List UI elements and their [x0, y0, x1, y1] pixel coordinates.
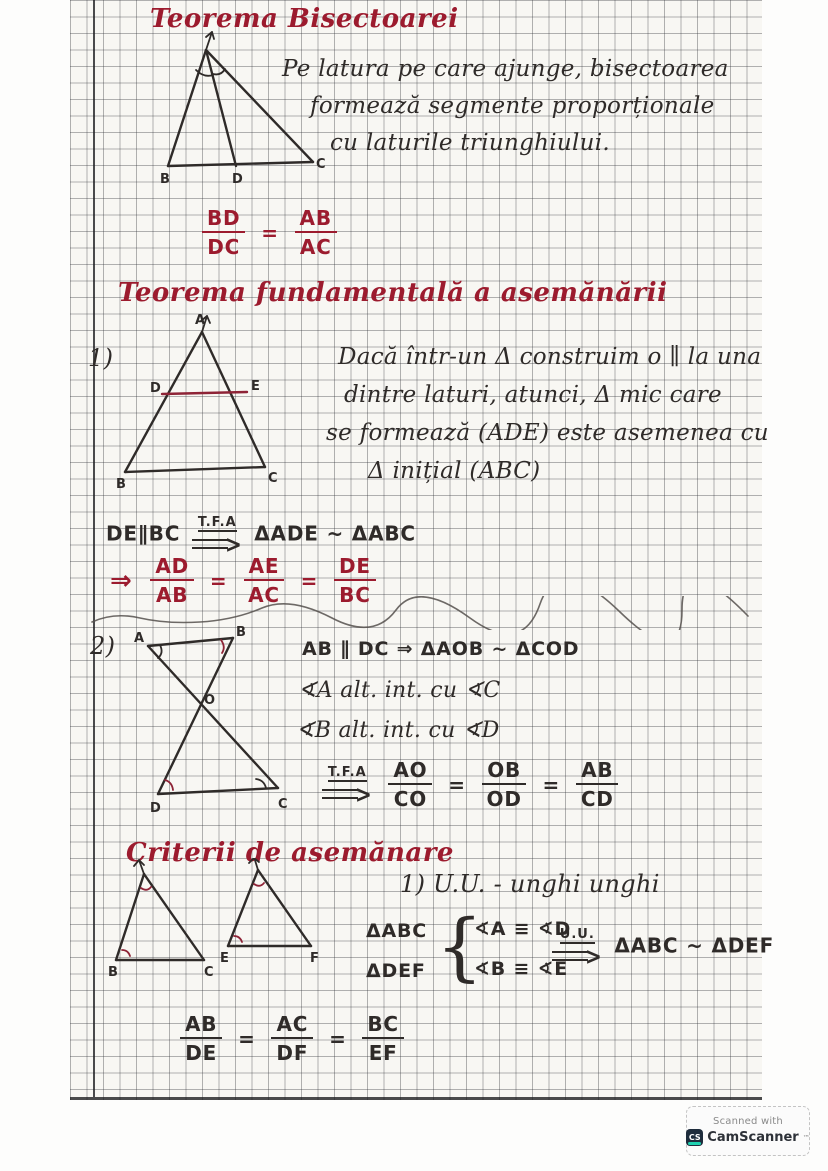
similarity-result: ΔABC ~ ΔDEF: [614, 933, 775, 958]
fraction-denominator: DC: [207, 235, 241, 259]
vertex-label: A: [195, 313, 206, 328]
triangle-lines: [125, 316, 265, 472]
fraction-numerator: AO: [388, 760, 432, 785]
triangle-name: ΔDEF: [366, 960, 426, 982]
double-arrow-icon: >: [322, 784, 373, 804]
fraction: [202, 208, 245, 257]
section2-text-line: Dacă într-un Δ construim o ∥ la una: [338, 344, 762, 370]
fraction: [295, 208, 337, 257]
angle-congruence: ∢B ≡ ∢E: [474, 958, 569, 980]
section1-title: Teorema Bisectoarei: [150, 4, 459, 34]
sides-proportion: [176, 1014, 408, 1063]
fraction-numerator: BD: [202, 208, 245, 233]
section2-text-line: se formează (ADE) este asemenea cu: [326, 420, 769, 446]
section4-title: Criterii de asemănare: [126, 838, 454, 868]
section3-item-number: 2): [90, 632, 116, 660]
fraction-denominator: DE: [185, 1041, 218, 1065]
fraction: [576, 760, 619, 809]
vertex-label: C: [204, 965, 214, 980]
scanned-with-label: Scanned with: [713, 1116, 783, 1127]
camscanner-logo-icon: CS: [686, 1129, 703, 1146]
fraction-numerator: AB: [576, 760, 618, 785]
parallel-statement: DE∥BC: [106, 521, 181, 546]
equals-sign: =: [300, 568, 319, 593]
uu-conclusion: [548, 927, 775, 971]
vertex-label: B: [236, 626, 246, 640]
fraction-numerator: AE: [244, 556, 285, 581]
fraction-denominator: EF: [368, 1041, 398, 1065]
camscanner-badge: [686, 1106, 810, 1156]
fraction-numerator: BC: [362, 1014, 404, 1039]
tfa-triangle-figure: [110, 312, 290, 504]
fraction: [362, 1014, 404, 1063]
trademark-symbol: ™: [802, 1133, 810, 1142]
fraction-numerator: AC: [271, 1014, 313, 1039]
section1-text-line: formează segmente proporționale: [310, 93, 715, 119]
butterfly-triangles-figure: [128, 626, 304, 818]
section3-proportion: [318, 760, 623, 809]
tfa-arrow-label: T.F.A: [327, 764, 367, 780]
section2-item-number: 1): [88, 344, 114, 372]
fraction-numerator: AD: [150, 556, 194, 581]
section3-statement: AB ∥ DC ⇒ ΔAOB ~ ΔCOD: [302, 638, 580, 660]
fraction: [482, 760, 527, 809]
implies-icon: ⇒: [110, 565, 133, 596]
camscanner-brand-row: [686, 1129, 809, 1146]
fraction-numerator: OB: [482, 760, 526, 785]
equals-sign: =: [329, 1026, 347, 1051]
section2-text-line: Δ inițial (ABC): [368, 458, 541, 484]
similar-triangles-figure: [106, 858, 328, 984]
vertex-label: B: [116, 477, 126, 492]
uu-criterion-heading: 1) U.U. - unghi unghi: [400, 870, 660, 898]
equals-sign: =: [261, 220, 279, 245]
equals-sign: =: [238, 1026, 256, 1051]
section3-angle-line: ∢B alt. int. cu ∢D: [296, 718, 500, 743]
triangle-lines: [116, 858, 311, 960]
notebook-margin-line: [93, 0, 95, 1097]
tfa-implication-line: [106, 515, 416, 559]
vertex-label: D: [150, 801, 161, 816]
fraction-numerator: AB: [295, 208, 337, 233]
fraction-denominator: OD: [486, 787, 522, 811]
vertex-label: E: [220, 951, 229, 966]
fraction-denominator: AC: [299, 235, 332, 259]
fraction-denominator: AB: [156, 583, 189, 607]
fraction-denominator: AC: [248, 583, 280, 607]
similarity-statement: ΔADE ~ ΔABC: [254, 521, 416, 546]
double-arrow-icon: >: [192, 534, 243, 554]
vertex-label: C: [278, 797, 288, 812]
fraction-denominator: BC: [339, 583, 371, 607]
vertex-label: B: [108, 965, 118, 980]
fraction-denominator: DF: [276, 1041, 309, 1065]
fraction-numerator: DE: [334, 556, 376, 581]
equals-sign: =: [448, 772, 466, 797]
vertex-label: E: [251, 379, 260, 394]
fraction: [180, 1014, 222, 1063]
tfa-arrow-label: T.F.A: [197, 515, 237, 530]
tfa-implies-arrow: [322, 764, 373, 808]
triangle-lines: [168, 32, 313, 166]
section2-title: Teorema fundamentală a asemănării: [118, 278, 668, 308]
camscanner-brand-name: CamScanner: [707, 1130, 799, 1145]
vertex-label: B: [160, 172, 170, 187]
section2-text-line: dintre laturi, atunci, Δ mic care: [344, 382, 722, 408]
vertex-label: A: [134, 631, 145, 646]
vertex-label: F: [310, 951, 319, 966]
bisector-triangle-figure: [148, 28, 333, 196]
notebook-page: [70, 0, 775, 1100]
uu-implies-arrow: [552, 927, 603, 971]
double-arrow-icon: >: [552, 946, 603, 966]
section1-text-line: Pe latura pe care ajunge, bisectoarea: [282, 56, 729, 82]
fraction-denominator: CO: [393, 787, 428, 811]
system-brace: {: [436, 904, 484, 990]
section3-angle-line: ∢A alt. int. cu ∢C: [298, 678, 501, 703]
vertex-label: O: [204, 693, 216, 708]
fraction-denominator: CD: [580, 787, 614, 811]
wavy-separator: [88, 596, 760, 630]
vertex-label: D: [232, 172, 243, 187]
fraction-numerator: AB: [180, 1014, 222, 1039]
triangle-lines: [148, 638, 278, 794]
fraction: [388, 760, 432, 809]
vertex-label: D: [150, 381, 161, 396]
section1-text-line: cu laturile triunghiului.: [330, 130, 611, 156]
uu-arrow-label: U.U.: [559, 927, 595, 942]
vertex-label: C: [268, 471, 278, 486]
tfa-implies-arrow: [192, 515, 243, 559]
angle-congruence: ∢A ≡ ∢D: [474, 918, 572, 940]
bisector-proportion: [198, 208, 341, 257]
vertex-label: C: [316, 157, 326, 172]
fraction: [271, 1014, 313, 1063]
equals-sign: =: [209, 568, 228, 593]
equals-sign: =: [542, 772, 561, 797]
triangle-name: ΔABC: [366, 920, 428, 942]
